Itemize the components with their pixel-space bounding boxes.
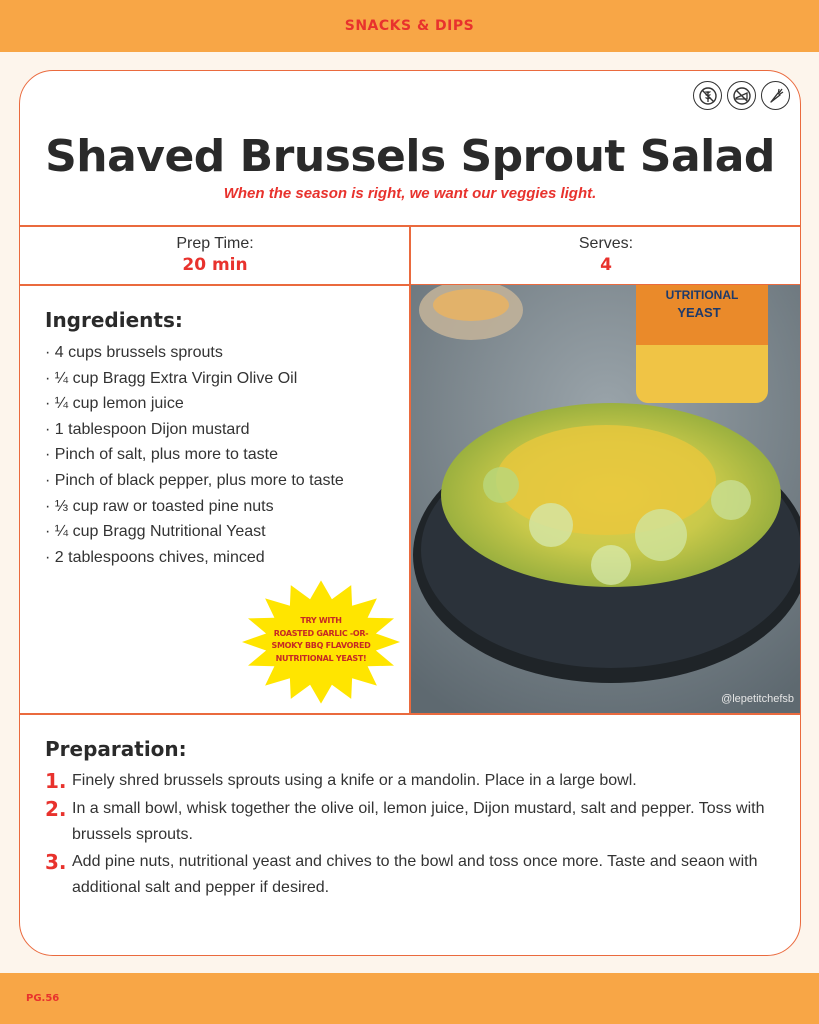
ingredient-item: · Pinch of salt, plus more to taste [45, 446, 278, 464]
step-text: Finely shred brussels sprouts using a knife or a mandolin. Place in a large bowl. [72, 772, 637, 789]
footer-band [0, 973, 819, 1024]
ingredients-section [45, 308, 405, 570]
recipe-subtitle: When the season is right, we want our veggies light. [223, 185, 597, 202]
preparation-section [45, 737, 785, 903]
ingredient-item: · Pinch of black pepper, plus more to taste [45, 471, 344, 489]
svg-text:UTRITIONAL: UTRITIONAL [665, 288, 739, 302]
ingredient-item: · ¼ cup Bragg Extra Virgin Olive Oil [45, 369, 298, 387]
svg-text:YEAST: YEAST [677, 305, 721, 320]
ingredient-item: · 1 tablespoon Dijon mustard [45, 420, 250, 438]
recipe-card [19, 70, 801, 956]
category-label: SNACKS & DIPS [344, 18, 475, 34]
ingredients-list [45, 340, 405, 570]
step-number: 2. [45, 797, 67, 821]
ingredient-item: · 4 cups brussels sprouts [45, 344, 223, 361]
step-text: Add pine nuts, nutritional yeast and chives to the bowl and toss once more. Taste and seaon with additional salt and pepper if desired. [72, 853, 758, 896]
ingredient-item: · ¼ cup lemon juice [45, 395, 184, 413]
prep-time-value: 20 min [182, 255, 248, 275]
recipe-title: Shaved Brussels Sprout Salad [45, 131, 775, 182]
photo-credit: @lepetitchefsb [721, 693, 794, 705]
gluten-free-icon [693, 81, 722, 110]
serves-label: Serves: [578, 235, 634, 252]
prep-time-cell [20, 235, 410, 275]
ingredients-heading: Ingredients: [45, 308, 183, 332]
step-item [45, 797, 785, 847]
preparation-heading: Preparation: [45, 737, 187, 761]
serves-cell [411, 235, 801, 275]
tip-callout-text: TRY WITH ROASTED GARLIC -OR- SMOKY BBQ FLAVORED NUTRITIONAL YEAST! [271, 616, 371, 663]
ingredient-item: · 2 tablespoons chives, minced [45, 548, 265, 566]
vegan-carrot-icon [761, 81, 790, 110]
recipe-photo [411, 285, 801, 713]
page-number: PG.56 [26, 993, 60, 1004]
step-number: 3. [45, 850, 67, 875]
divider [20, 713, 800, 715]
serves-value: 4 [600, 255, 612, 275]
category-band [0, 0, 819, 52]
step-text: In a small bowl, whisk together the olive oil, lemon juice, Dijon mustard, salt and pepper. Toss with brussels sprouts. [72, 800, 765, 843]
ingredient-item: · ⅓ cup raw or toasted pine nuts [45, 497, 274, 515]
dairy-free-icon [727, 81, 756, 110]
ingredient-item: · ¼ cup Bragg Nutritional Yeast [45, 523, 266, 541]
prep-time-label: Prep Time: [176, 235, 254, 252]
tip-callout [240, 579, 402, 706]
diet-icons [693, 81, 790, 110]
step-item [45, 769, 785, 794]
preparation-steps [45, 769, 785, 900]
step-item [45, 850, 785, 900]
step-number: 1. [45, 769, 67, 793]
